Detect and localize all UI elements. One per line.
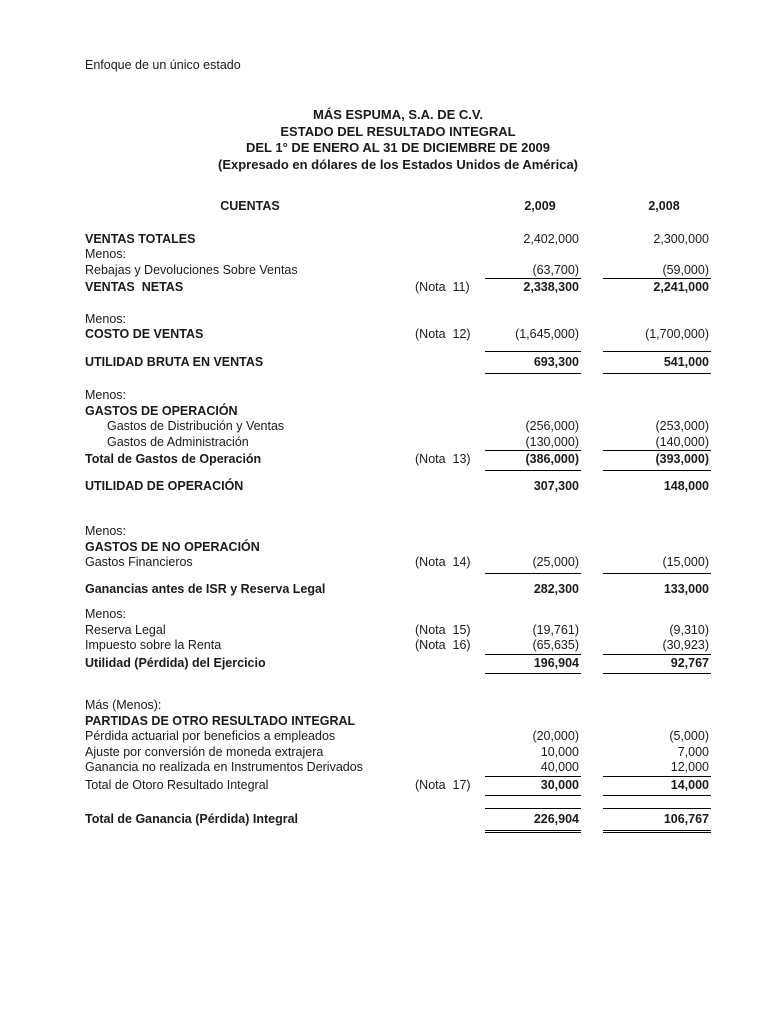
annotation-note: Enfoque de un único estado — [85, 58, 241, 72]
value-2009: (25,000) — [485, 555, 581, 574]
statement-row — [85, 435, 711, 451]
statement-row — [85, 760, 711, 776]
value-2008: (1,700,000) — [645, 327, 709, 341]
value-2009: 2,402,000 — [523, 231, 579, 246]
statement-row — [85, 808, 711, 833]
statement-row — [85, 419, 711, 435]
value-2008: 2,241,000 — [603, 278, 711, 296]
statement-row — [85, 638, 711, 654]
row-label: COSTO DE VENTAS — [85, 327, 204, 341]
statement-row — [85, 582, 711, 598]
statement-rows — [85, 232, 711, 833]
row-note-reference: (Nota 12) — [415, 327, 471, 341]
statement-row — [85, 388, 711, 404]
statement-row — [85, 540, 711, 556]
row-note-reference: (Nota 14) — [415, 555, 471, 569]
value-2008: 7,000 — [677, 744, 709, 759]
value-2009: 307,300 — [533, 478, 579, 493]
row-label: Gastos de Administración — [107, 434, 249, 449]
row-label: Utilidad (Pérdida) del Ejercicio — [85, 655, 266, 670]
value-2009: 40,000 — [540, 760, 579, 774]
statement-row — [85, 479, 711, 495]
statement-row — [85, 312, 711, 328]
statement-row — [85, 232, 711, 248]
row-spacer — [85, 494, 711, 524]
row-note-reference: (Nota 17) — [415, 777, 471, 792]
value-2009: (19,761) — [532, 622, 579, 637]
row-note-reference: (Nota 13) — [415, 452, 471, 466]
value-2008: 14,000 — [603, 776, 711, 797]
row-label: Menos: — [85, 524, 126, 538]
row-spacer — [85, 374, 711, 388]
currency-note: (Expresado en dólares de los Estados Unidos de América) — [217, 156, 578, 172]
value-2009: (386,000) — [485, 450, 581, 471]
row-label: Menos: — [85, 311, 126, 326]
value-2008: (59,000) — [662, 262, 709, 277]
value-2009: 226,904 — [485, 808, 581, 833]
row-label: Menos: — [85, 247, 126, 261]
value-2009: (63,700) — [532, 262, 579, 277]
statement-title-block — [85, 107, 711, 173]
column-header-accounts: CUENTAS — [220, 199, 280, 213]
statement-row — [85, 351, 711, 375]
statement-period: DEL 1° DE ENERO AL 31 DE DICIEMBRE DE 2009 — [245, 140, 551, 155]
statement-row — [85, 524, 711, 540]
value-2009: (20,000) — [532, 729, 579, 743]
statement-row — [85, 654, 711, 675]
row-label: Gastos de Distribución y Ventas — [107, 419, 285, 433]
row-spacer — [85, 574, 711, 582]
value-2008: 92,767 — [603, 654, 711, 675]
statement-row — [85, 555, 711, 574]
row-label: Pérdida actuarial por beneficios a empleados — [85, 729, 336, 743]
row-label: Total de Ganancia (Pérdida) Integral — [85, 812, 299, 826]
value-2009: (130,000) — [525, 434, 579, 449]
row-label: Rebajas y Devoluciones Sobre Ventas — [85, 262, 298, 277]
statement-row — [85, 607, 711, 623]
value-2008: 133,000 — [663, 581, 709, 596]
value-2009: (256,000) — [525, 419, 579, 433]
row-label: UTILIDAD BRUTA EN VENTAS — [85, 354, 264, 369]
statement-row — [85, 745, 711, 761]
row-spacer — [85, 597, 711, 607]
row-label: Menos: — [85, 607, 126, 621]
value-2008: 106,767 — [603, 808, 711, 833]
row-label: Total de Gastos de Operación — [85, 452, 262, 466]
row-note-reference: (Nota 16) — [415, 638, 471, 652]
value-2008: 541,000 — [603, 351, 711, 375]
row-label: PARTIDAS DE OTRO RESULTADO INTEGRAL — [85, 713, 356, 728]
row-note-reference: (Nota 11) — [415, 280, 470, 294]
statement-row — [85, 729, 711, 745]
row-label: Ganancia no realizada en Instrumentos Derivados — [85, 760, 363, 774]
row-label: GASTOS DE NO OPERACIÓN — [85, 539, 260, 554]
statement-row — [85, 404, 711, 420]
row-spacer — [85, 343, 711, 351]
row-spacer — [85, 296, 711, 312]
statement-row — [85, 247, 711, 263]
row-note-reference: (Nota 15) — [415, 622, 471, 637]
value-2008: 148,000 — [663, 478, 709, 493]
value-2009: 196,904 — [485, 654, 581, 675]
statement-row — [85, 327, 711, 343]
row-label: Total de Otoro Resultado Integral — [85, 777, 269, 792]
statement-row — [85, 450, 711, 471]
value-2008: (393,000) — [603, 450, 711, 471]
statement-row — [85, 263, 711, 279]
value-2008: 2,300,000 — [653, 231, 709, 246]
row-label: Ajuste por conversión de moneda extrajera — [85, 744, 324, 759]
value-2009: 693,300 — [485, 351, 581, 375]
row-label: Reserva Legal — [85, 622, 166, 637]
value-2009: 2,338,300 — [485, 278, 581, 296]
statement-name: ESTADO DEL RESULTADO INTEGRAL — [280, 123, 516, 139]
row-label: UTILIDAD DE OPERACIÓN — [85, 478, 244, 493]
value-2008: (140,000) — [655, 434, 709, 449]
row-label: Menos: — [85, 388, 126, 402]
statement-row — [85, 278, 711, 296]
row-label: VENTAS TOTALES — [85, 231, 196, 246]
row-spacer — [85, 471, 711, 479]
value-2008: (15,000) — [603, 555, 711, 574]
row-label: VENTAS NETAS — [85, 280, 184, 294]
value-2008: (5,000) — [669, 729, 709, 743]
value-2008: (253,000) — [655, 419, 709, 433]
value-2008: 12,000 — [670, 760, 709, 774]
value-2008: (30,923) — [662, 638, 709, 652]
row-label: GASTOS DE OPERACIÓN — [85, 403, 238, 418]
value-2009: 10,000 — [540, 744, 579, 759]
statement-row — [85, 623, 711, 639]
row-label: Gastos Financieros — [85, 555, 193, 569]
value-2009: (65,635) — [532, 638, 579, 652]
column-header-year-2008: 2,008 — [648, 199, 680, 213]
value-2009: 282,300 — [533, 581, 579, 596]
row-spacer — [85, 796, 711, 808]
statement-row — [85, 714, 711, 730]
row-label: Impuesto sobre la Renta — [85, 638, 222, 652]
statement-row — [85, 776, 711, 797]
column-header-year-2009: 2,009 — [524, 199, 556, 213]
row-label: Más (Menos): — [85, 698, 162, 712]
statement-row — [85, 698, 711, 714]
value-2008: (9,310) — [669, 622, 709, 637]
column-header-row — [85, 199, 711, 215]
value-2009: (1,645,000) — [515, 327, 579, 341]
row-label: Ganancias antes de ISR y Reserva Legal — [85, 581, 326, 596]
company-name: MÁS ESPUMA, S.A. DE C.V. — [313, 107, 483, 122]
document-content — [85, 58, 711, 833]
row-spacer — [85, 674, 711, 698]
value-2009: 30,000 — [485, 776, 581, 797]
